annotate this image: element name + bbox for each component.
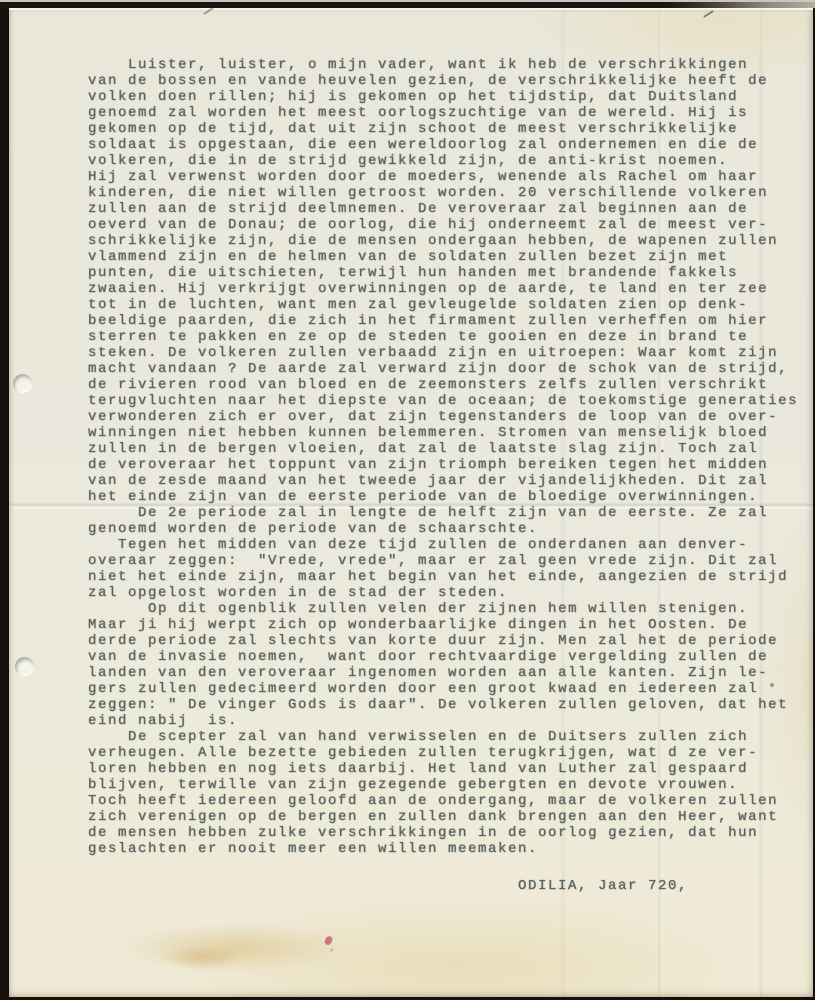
text-line: de mensen hebben zulke verschrikkingen in de oorlog gezien, dat hun bbox=[88, 825, 759, 841]
text-line: De scepter zal van hand verwisselen en de Duitsers zullen zich bbox=[88, 729, 749, 745]
text-line: De 2e periode zal in lengte de helft zijn van de eerste. Ze zal bbox=[88, 505, 769, 521]
text-line: zeggen: " De vinger Gods is daar". De volkeren zullen geloven, dat het bbox=[88, 697, 789, 713]
text-line: gers zullen gedecimeerd worden door een groot kwaad en iedereen zal bbox=[88, 681, 759, 697]
punch-hole-top bbox=[13, 374, 32, 393]
text-line: Luister, luister, o mijn vader, want ik heb de verschrikkingen bbox=[88, 57, 749, 73]
text-line: het einde zijn van de eerste periode van de bloedige overwinningen. bbox=[88, 489, 759, 505]
stray-ink-dot bbox=[770, 683, 774, 687]
text-line: sterren te pakken en ze op de steden te gooien en deze in brand te bbox=[88, 329, 749, 345]
text-line: vlammend zijn en de helmen van de soldaten zullen bezet zijn met bbox=[88, 249, 729, 265]
text-line: steken. De volkeren zullen verbaadd zijn en uitroepen: Waar komt zijn bbox=[88, 345, 779, 361]
red-ink-mark bbox=[324, 935, 333, 946]
text-line: oeverd van de Donau; de oorlog, die hij onderneemt zal de meest ver- bbox=[88, 217, 769, 233]
text-line: gekomen op de tijd, dat uit zijn schoot de meest verschrikkelijke bbox=[88, 121, 739, 137]
text-line: Maar ji hij werpt zich op wonderbaarlijke dingen in het Oosten. De bbox=[88, 617, 749, 633]
text-line: Tegen het midden van deze tijd zullen de onderdanen aan denver- bbox=[88, 537, 749, 553]
text-line: zwaaien. Hij verkrijgt overwinningen op de aarde, te land en ter zee bbox=[88, 281, 769, 297]
text-line: terugvluchten naar het diepste van de oceaan; de toekomstige generaties bbox=[88, 393, 799, 409]
text-line: soldaat is opgestaan, die een wereldoorlog zal ondernemen en die de bbox=[88, 137, 759, 153]
text-line: zal opgelost worden in de stad der steden. bbox=[88, 585, 509, 601]
pencil-tick-right bbox=[703, 10, 713, 18]
text-line: schrikkelijke zijn, die de mensen ondergaan hebben, de wapenen zullen bbox=[88, 233, 779, 249]
text-line: niet het einde zijn, maar het begin van het einde, aangezien de strijd bbox=[88, 569, 789, 585]
letter-page bbox=[9, 8, 813, 997]
text-line: volkeren, die in de strijd gewikkeld zijn, de anti-krist noemen. bbox=[88, 153, 729, 169]
text-line: van de invasie noemen, want door rechtvaardige vergelding zullen de bbox=[88, 649, 769, 665]
text-line: Hij zal verwenst worden door de moeders, wenende als Rachel om haar bbox=[88, 169, 759, 185]
text-line: kinderen, die niet willen getroost worden. 20 verschillende volkeren bbox=[88, 185, 769, 201]
text-line: macht vandaan ? De aarde zal verward zijn door de schok van de strijd, bbox=[88, 361, 789, 377]
text-line: Toch heeft iedereen geloofd aan de ondergang, maar de volkeren zullen bbox=[88, 793, 779, 809]
letter-body bbox=[88, 57, 804, 857]
text-line: beeldige paarden, die zich in het firmament zullen verheffen om hier bbox=[88, 313, 769, 329]
text-line: punten, die uitschieten, terwijl hun handen met brandende fakkels bbox=[88, 265, 739, 281]
text-line: geslachten er nooit meer een willen meemaken. bbox=[88, 841, 539, 857]
text-line: de rivieren rood van bloed en de zeemonsters zelfs zullen verschrikt bbox=[88, 377, 769, 393]
text-line: eind nabij is. bbox=[88, 713, 239, 729]
text-line: landen van den veroveraar ingenomen worden aan alle kanten. Zijn le- bbox=[88, 665, 769, 681]
text-line: winningen niet hebben kunnen belemmeren. Stromen van menselijk bloed bbox=[88, 425, 769, 441]
text-line: loren hebben en nog iets daarbij. Het land van Luther zal gespaard bbox=[88, 761, 749, 777]
text-line: blijven, terwille van zijn gezegende gebergten en devote vrouwen. bbox=[88, 777, 739, 793]
text-line: genoemd zal worden het meest oorlogszuchtige van de wereld. Hij is bbox=[88, 105, 749, 121]
text-line: zich verenigen op de bergen en zullen dank brengen aan den Heer, want bbox=[88, 809, 779, 825]
text-line: Op dit ogenblik zullen velen der zijnen hem willen stenigen. bbox=[88, 601, 749, 617]
text-line: volken doen rillen; hij is gekomen op het tijdstip, dat Duitsland bbox=[88, 89, 739, 105]
text-line: zullen aan de strijd deelmnemen. De veroveraar zal beginnen aan de bbox=[88, 201, 749, 217]
punch-hole-bottom bbox=[15, 657, 34, 676]
text-line: tot in de luchten, want men zal gevleugelde soldaten zien op denk- bbox=[88, 297, 749, 313]
text-line: verheugen. Alle bezette gebieden zullen terugkrijgen, wat d ze ver- bbox=[88, 745, 759, 761]
text-line: overaar zeggen: "Vrede, vrede", maar er zal geen vrede zijn. Dit zal bbox=[88, 553, 779, 569]
text-line: de veroveraar het toppunt van zijn triomph bereiken tegen het midden bbox=[88, 457, 769, 473]
text-line: genoemd worden de periode van de schaarschte. bbox=[88, 521, 539, 537]
signature-line: ODILIA, Jaar 720, bbox=[518, 878, 689, 894]
text-line: verwonderen zich er over, dat zijn tegenstanders de loop van de over- bbox=[88, 409, 779, 425]
text-line: zullen in de bergen vloeien, dat zal de laatste slag zijn. Toch zal bbox=[88, 441, 759, 457]
pencil-tick-left bbox=[203, 7, 213, 15]
text-line: derde periode zal slechts van korte duur zijn. Men zal het de periode bbox=[88, 633, 779, 649]
text-line: van de bossen en vande heuvelen gezien, de verschrikkelijke heeft de bbox=[88, 73, 769, 89]
text-line: van de zesde maand van het tweede jaar der vijandelijkheden. Dit zal bbox=[88, 473, 769, 489]
